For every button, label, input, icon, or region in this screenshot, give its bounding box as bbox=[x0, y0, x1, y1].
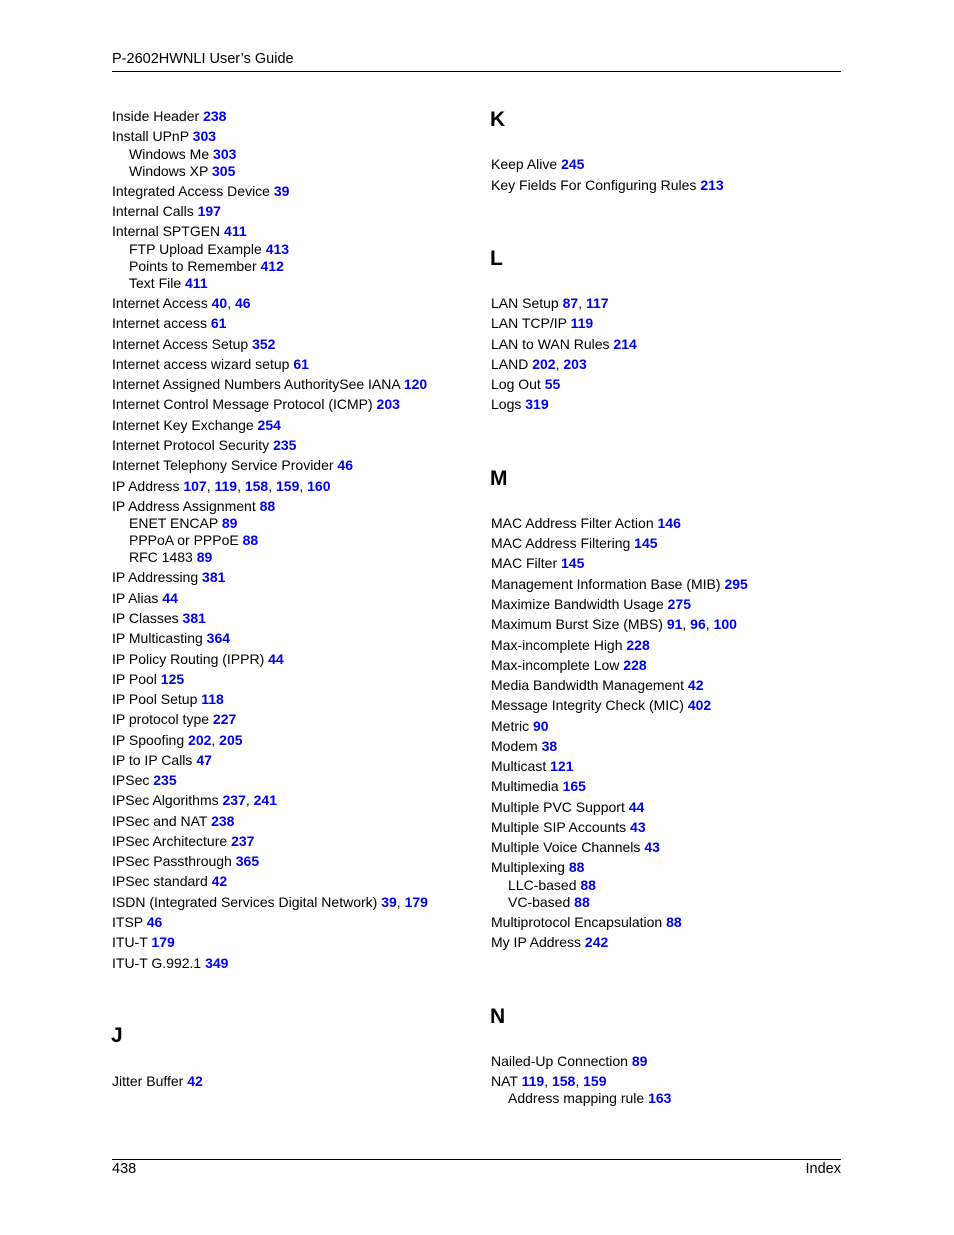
section-heading-k: K bbox=[490, 108, 506, 131]
page-link[interactable]: 214 bbox=[613, 336, 637, 352]
page-link[interactable]: 61 bbox=[293, 356, 309, 372]
index-entry bbox=[112, 417, 281, 434]
index-term: Internet Access bbox=[112, 295, 212, 311]
page-link[interactable]: 42 bbox=[687, 677, 704, 693]
index-term: ITSP bbox=[112, 914, 147, 930]
index-term: Log Out bbox=[491, 376, 545, 392]
index-term: Key Fields For Configuring Rules bbox=[491, 177, 701, 193]
index-entry bbox=[112, 498, 275, 515]
section-heading-l: L bbox=[490, 247, 503, 270]
index-entry bbox=[491, 914, 682, 931]
page-link[interactable]: 119 bbox=[214, 478, 238, 494]
index-term: IP Classes bbox=[112, 610, 183, 626]
index-entry bbox=[491, 515, 681, 532]
index-entry bbox=[491, 616, 737, 633]
page-link[interactable]: 179 bbox=[404, 894, 428, 910]
page-link[interactable]: 46 bbox=[337, 457, 353, 473]
index-entry bbox=[491, 738, 557, 755]
index-term: IP Pool Setup bbox=[112, 691, 202, 707]
index-entry bbox=[112, 813, 234, 830]
index-entry bbox=[491, 596, 691, 613]
index-term: IP Spoofing bbox=[112, 732, 189, 748]
index-entry bbox=[112, 651, 284, 668]
index-term: Internet Protocol Security bbox=[112, 437, 274, 453]
index-term: Multiplexing bbox=[491, 859, 569, 875]
page-link[interactable]: 412 bbox=[260, 258, 284, 274]
index-entry bbox=[112, 752, 212, 769]
page-separator: , bbox=[268, 478, 276, 494]
index-entry bbox=[112, 295, 251, 312]
index-entry bbox=[112, 478, 331, 495]
index-entry bbox=[491, 555, 584, 572]
page-link[interactable]: 238 bbox=[211, 813, 235, 829]
page-link[interactable]: 39 bbox=[381, 894, 397, 910]
index-entry bbox=[129, 241, 289, 258]
index-term: IPSec bbox=[112, 772, 154, 788]
index-term: PPPoA or PPPoE bbox=[129, 532, 243, 548]
page-link[interactable]: 241 bbox=[253, 792, 277, 808]
page-separator: , bbox=[396, 894, 405, 910]
index-entry bbox=[112, 610, 206, 627]
page-separator: , bbox=[555, 356, 564, 372]
index-entry bbox=[491, 576, 748, 593]
page-link[interactable]: 228 bbox=[626, 637, 650, 653]
index-term: IPSec standard bbox=[112, 873, 212, 889]
index-term: RFC 1483 bbox=[129, 549, 197, 565]
index-entry bbox=[491, 677, 703, 694]
page-link[interactable]: 89 bbox=[631, 1053, 648, 1069]
page-link[interactable]: 44 bbox=[628, 799, 645, 815]
page-link[interactable]: 90 bbox=[533, 718, 549, 734]
index-entry bbox=[112, 873, 227, 890]
index-entry bbox=[508, 877, 596, 894]
index-term: Internet access wizard setup bbox=[112, 356, 294, 372]
index-entry bbox=[491, 535, 658, 552]
index-entry bbox=[129, 515, 237, 532]
index-entry bbox=[491, 336, 637, 353]
index-entry bbox=[491, 839, 660, 856]
index-term: IP protocol type bbox=[112, 711, 213, 727]
page-link[interactable]: 165 bbox=[562, 778, 586, 794]
page-link[interactable]: 203 bbox=[563, 356, 587, 372]
section-heading-j: J bbox=[111, 1024, 123, 1047]
index-entry bbox=[112, 853, 259, 870]
index-term: Max-incomplete High bbox=[491, 637, 627, 653]
index-term: Text File bbox=[129, 275, 186, 291]
page-link[interactable]: 42 bbox=[187, 1073, 203, 1089]
index-entry bbox=[112, 457, 353, 474]
page-link[interactable]: 88 bbox=[242, 532, 259, 548]
page-link[interactable]: 235 bbox=[153, 772, 177, 788]
index-entry bbox=[112, 183, 289, 200]
index-entry bbox=[129, 532, 258, 549]
index-term: Internal SPTGEN bbox=[112, 223, 225, 239]
index-term: Internet Key Exchange bbox=[112, 417, 258, 433]
footer-section-name: Index bbox=[805, 1161, 841, 1177]
page-link[interactable]: 44 bbox=[268, 651, 284, 667]
index-entry bbox=[491, 177, 724, 194]
page-link[interactable]: 96 bbox=[690, 616, 706, 632]
page-link[interactable]: 107 bbox=[183, 478, 207, 494]
page-link[interactable]: 43 bbox=[644, 839, 660, 855]
page-link[interactable]: 295 bbox=[724, 576, 748, 592]
page-link[interactable]: 61 bbox=[210, 315, 227, 331]
index-term: IP Address Assignment bbox=[112, 498, 260, 514]
page-link[interactable]: 39 bbox=[273, 183, 290, 199]
index-term: Keep Alive bbox=[491, 156, 562, 172]
index-entry bbox=[491, 315, 593, 332]
index-term: Internet access bbox=[112, 315, 211, 331]
page-link[interactable]: 91 bbox=[666, 616, 683, 632]
index-entry bbox=[491, 356, 587, 373]
index-term: ISDN (Integrated Services Digital Network) bbox=[112, 894, 382, 910]
index-term: Points to Remember bbox=[129, 258, 261, 274]
page-link[interactable]: 411 bbox=[224, 223, 247, 239]
page-link[interactable]: 202 bbox=[532, 356, 556, 372]
index-term: Maximum Burst Size (MBS) bbox=[491, 616, 667, 632]
page-link[interactable]: 237 bbox=[231, 833, 255, 849]
page-separator: , bbox=[299, 478, 308, 494]
page-link[interactable]: 55 bbox=[544, 376, 561, 392]
index-entry bbox=[112, 108, 226, 125]
index-term: Internet Assigned Numbers AuthoritySee IANA bbox=[112, 376, 404, 392]
page-separator: , bbox=[211, 732, 220, 748]
page-link[interactable]: 88 bbox=[568, 859, 585, 875]
page-link[interactable]: 303 bbox=[213, 146, 237, 162]
index-entry bbox=[491, 819, 646, 836]
page-link[interactable]: 159 bbox=[583, 1073, 607, 1089]
index-entry bbox=[112, 914, 162, 931]
page-link[interactable]: 125 bbox=[160, 671, 185, 687]
index-term: LLC-based bbox=[508, 877, 581, 893]
index-term: IP Alias bbox=[112, 590, 163, 606]
index-entry bbox=[112, 711, 236, 728]
index-entry bbox=[491, 778, 586, 795]
index-entry bbox=[112, 315, 226, 332]
index-term: IPSec and NAT bbox=[112, 813, 212, 829]
index-term: VC-based bbox=[508, 894, 575, 910]
index-term: Install UPnP bbox=[112, 128, 193, 144]
index-term: IP Pool bbox=[112, 671, 161, 687]
page-separator: , bbox=[544, 1073, 552, 1089]
page-link[interactable]: 228 bbox=[623, 657, 647, 673]
index-term: Message Integrity Check (MIC) bbox=[491, 697, 688, 713]
page-link[interactable]: 89 bbox=[196, 549, 213, 565]
index-entry bbox=[491, 637, 650, 654]
page-link[interactable]: 365 bbox=[235, 853, 260, 869]
page-link[interactable]: 411 bbox=[185, 275, 208, 291]
page-link[interactable]: 40 bbox=[211, 295, 228, 311]
page-separator: , bbox=[682, 616, 691, 632]
index-term: IPSec Algorithms bbox=[112, 792, 223, 808]
page-link[interactable]: 349 bbox=[205, 955, 229, 971]
page-separator: , bbox=[245, 792, 254, 808]
index-term: FTP Upload Example bbox=[129, 241, 266, 257]
index-term: Logs bbox=[491, 396, 526, 412]
index-entry bbox=[112, 356, 309, 373]
page-separator: , bbox=[705, 616, 714, 632]
page-link[interactable]: 303 bbox=[192, 128, 217, 144]
index-term: ENET ENCAP bbox=[129, 515, 222, 531]
page-link[interactable]: 145 bbox=[561, 555, 585, 571]
page-link[interactable]: 254 bbox=[257, 417, 281, 433]
index-entry bbox=[112, 203, 221, 220]
index-term: IP Address bbox=[112, 478, 184, 494]
page-link[interactable]: 275 bbox=[667, 596, 691, 612]
page-link[interactable]: 119 bbox=[570, 315, 594, 331]
index-term: IP to IP Calls bbox=[112, 752, 197, 768]
page-separator: , bbox=[227, 295, 235, 311]
index-term: Management Information Base (MIB) bbox=[491, 576, 725, 592]
index-entry bbox=[112, 630, 230, 647]
index-entry bbox=[129, 163, 235, 180]
index-entry bbox=[491, 859, 584, 876]
page-link[interactable]: 235 bbox=[273, 437, 297, 453]
index-entry bbox=[112, 833, 254, 850]
page-link[interactable]: 43 bbox=[630, 819, 646, 835]
page-link[interactable]: 305 bbox=[212, 163, 236, 179]
index-entry bbox=[112, 894, 428, 911]
page-separator: , bbox=[578, 295, 586, 311]
index-term: ITU-T G.992.1 bbox=[112, 955, 206, 971]
index-term: LAND bbox=[491, 356, 533, 372]
page-link[interactable]: 319 bbox=[525, 396, 549, 412]
page-link[interactable]: 227 bbox=[212, 711, 237, 727]
index-term: IPSec Passthrough bbox=[112, 853, 236, 869]
index-term: IP Multicasting bbox=[112, 630, 207, 646]
page-separator: , bbox=[237, 478, 245, 494]
index-entry bbox=[112, 396, 400, 413]
index-entry bbox=[112, 691, 224, 708]
index-term: MAC Address Filtering bbox=[491, 535, 635, 551]
index-term: Internet Access Setup bbox=[112, 336, 253, 352]
index-term: Modem bbox=[491, 738, 542, 754]
page-link[interactable]: 145 bbox=[634, 535, 658, 551]
index-term: IP Policy Routing (IPPR) bbox=[112, 651, 269, 667]
index-term: Inside Header bbox=[112, 108, 204, 124]
index-entry bbox=[112, 590, 178, 607]
index-entry bbox=[491, 1053, 647, 1070]
index-entry bbox=[129, 275, 208, 292]
index-entry bbox=[112, 376, 427, 393]
index-entry bbox=[112, 223, 247, 240]
index-term: IP Addressing bbox=[112, 569, 203, 585]
page-link[interactable]: 121 bbox=[550, 758, 574, 774]
page-link[interactable]: 352 bbox=[252, 336, 276, 352]
page-link[interactable]: 117 bbox=[585, 295, 609, 311]
index-entry bbox=[491, 376, 560, 393]
index-term: Multiprotocol Encapsulation bbox=[491, 914, 667, 930]
index-term: ITU-T bbox=[112, 934, 152, 950]
index-entry bbox=[129, 549, 212, 566]
index-term: IPSec Architecture bbox=[112, 833, 232, 849]
index-entry bbox=[129, 258, 284, 275]
page-link[interactable]: 402 bbox=[687, 697, 712, 713]
index-entry bbox=[491, 799, 644, 816]
page-link[interactable]: 159 bbox=[276, 478, 300, 494]
index-term: My IP Address bbox=[491, 934, 585, 950]
page-link[interactable]: 88 bbox=[580, 877, 596, 893]
page-link[interactable]: 88 bbox=[574, 894, 590, 910]
index-term: Multimedia bbox=[491, 778, 563, 794]
page-number: 438 bbox=[112, 1161, 137, 1177]
section-heading-m: M bbox=[490, 467, 508, 490]
index-entry bbox=[112, 732, 243, 749]
index-entry bbox=[491, 396, 549, 413]
index-term: Integrated Access Device bbox=[112, 183, 274, 199]
page-link[interactable]: 202 bbox=[188, 732, 212, 748]
index-term: LAN TCP/IP bbox=[491, 315, 571, 331]
index-entry bbox=[491, 657, 647, 674]
index-entry bbox=[491, 697, 711, 714]
page-link[interactable]: 364 bbox=[206, 630, 231, 646]
index-term: LAN to WAN Rules bbox=[491, 336, 614, 352]
page-link[interactable]: 237 bbox=[222, 792, 246, 808]
index-entry bbox=[112, 437, 296, 454]
index-term: Multicast bbox=[491, 758, 551, 774]
page-link[interactable]: 179 bbox=[151, 934, 175, 950]
index-entry bbox=[491, 934, 608, 951]
page-link[interactable]: 88 bbox=[666, 914, 682, 930]
index-term: Windows Me bbox=[129, 146, 214, 162]
page-link[interactable]: 47 bbox=[196, 752, 212, 768]
page-link[interactable]: 89 bbox=[221, 515, 238, 531]
index-entry bbox=[112, 336, 275, 353]
index-term: MAC Filter bbox=[491, 555, 561, 571]
page-link[interactable]: 381 bbox=[202, 569, 226, 585]
index-term: Max-incomplete Low bbox=[491, 657, 624, 673]
page-link[interactable]: 46 bbox=[146, 914, 163, 930]
index-entry bbox=[508, 894, 590, 911]
page-link[interactable]: 160 bbox=[307, 478, 331, 494]
index-entry bbox=[112, 1073, 203, 1090]
page-link[interactable]: 242 bbox=[584, 934, 609, 950]
index-entry bbox=[112, 671, 184, 688]
index-entry bbox=[112, 792, 277, 809]
index-term: Internal Calls bbox=[112, 203, 198, 219]
page-link[interactable]: 88 bbox=[259, 498, 276, 514]
page-link[interactable]: 38 bbox=[541, 738, 558, 754]
page-separator: , bbox=[575, 1073, 584, 1089]
index-entry bbox=[112, 934, 175, 951]
index-entry bbox=[112, 772, 177, 789]
page-link[interactable]: 238 bbox=[203, 108, 227, 124]
page-link[interactable]: 119 bbox=[521, 1073, 545, 1089]
index-term: Metric bbox=[491, 718, 533, 734]
page-link[interactable]: 158 bbox=[244, 478, 269, 494]
index-term: Internet Telephony Service Provider bbox=[112, 457, 338, 473]
page-link[interactable]: 158 bbox=[551, 1073, 576, 1089]
index-term: Internet Control Message Protocol (ICMP) bbox=[112, 396, 377, 412]
page-link[interactable]: 46 bbox=[234, 295, 251, 311]
page-link[interactable]: 163 bbox=[648, 1090, 672, 1106]
footer-rule bbox=[112, 1159, 841, 1160]
index-term: Jitter Buffer bbox=[112, 1073, 188, 1089]
index-entry bbox=[491, 718, 549, 735]
index-entry bbox=[491, 758, 573, 775]
page-link[interactable]: 213 bbox=[700, 177, 724, 193]
page-link[interactable]: 44 bbox=[162, 590, 178, 606]
header-rule bbox=[112, 71, 841, 72]
running-header-title: P-2602HWNLI User’s Guide bbox=[112, 51, 294, 67]
index-term: Address mapping rule bbox=[508, 1090, 649, 1106]
index-term: LAN Setup bbox=[491, 295, 563, 311]
index-term: Multiple PVC Support bbox=[491, 799, 629, 815]
page-link[interactable]: 203 bbox=[376, 396, 400, 412]
page-link[interactable]: 381 bbox=[182, 610, 206, 626]
page-link[interactable]: 87 bbox=[562, 295, 579, 311]
index-entry bbox=[491, 1073, 606, 1090]
page-link[interactable]: 245 bbox=[561, 156, 585, 172]
index-term: MAC Address Filter Action bbox=[491, 515, 658, 531]
page-link[interactable]: 413 bbox=[265, 241, 290, 257]
index-entry bbox=[112, 569, 225, 586]
page-link[interactable]: 205 bbox=[219, 732, 243, 748]
section-heading-n: N bbox=[490, 1005, 506, 1028]
index-term: Windows XP bbox=[129, 163, 212, 179]
index-term: Media Bandwidth Management bbox=[491, 677, 688, 693]
index-term: Maximize Bandwidth Usage bbox=[491, 596, 668, 612]
page-separator: , bbox=[206, 478, 215, 494]
page-link[interactable]: 42 bbox=[211, 873, 228, 889]
index-term: NAT bbox=[491, 1073, 522, 1089]
page-link[interactable]: 146 bbox=[657, 515, 681, 531]
index-entry bbox=[491, 156, 584, 173]
index-term: Nailed-Up Connection bbox=[491, 1053, 632, 1069]
index-entry bbox=[112, 955, 228, 972]
page-link[interactable]: 197 bbox=[197, 203, 221, 219]
page-link[interactable]: 118 bbox=[201, 691, 224, 707]
index-entry bbox=[491, 295, 609, 312]
index-entry bbox=[129, 146, 236, 163]
page-link[interactable]: 120 bbox=[403, 376, 428, 392]
index-entry bbox=[112, 128, 216, 145]
index-term: Multiple Voice Channels bbox=[491, 839, 645, 855]
index-term: Multiple SIP Accounts bbox=[491, 819, 631, 835]
page-link[interactable]: 100 bbox=[713, 616, 737, 632]
index-entry bbox=[508, 1090, 671, 1107]
